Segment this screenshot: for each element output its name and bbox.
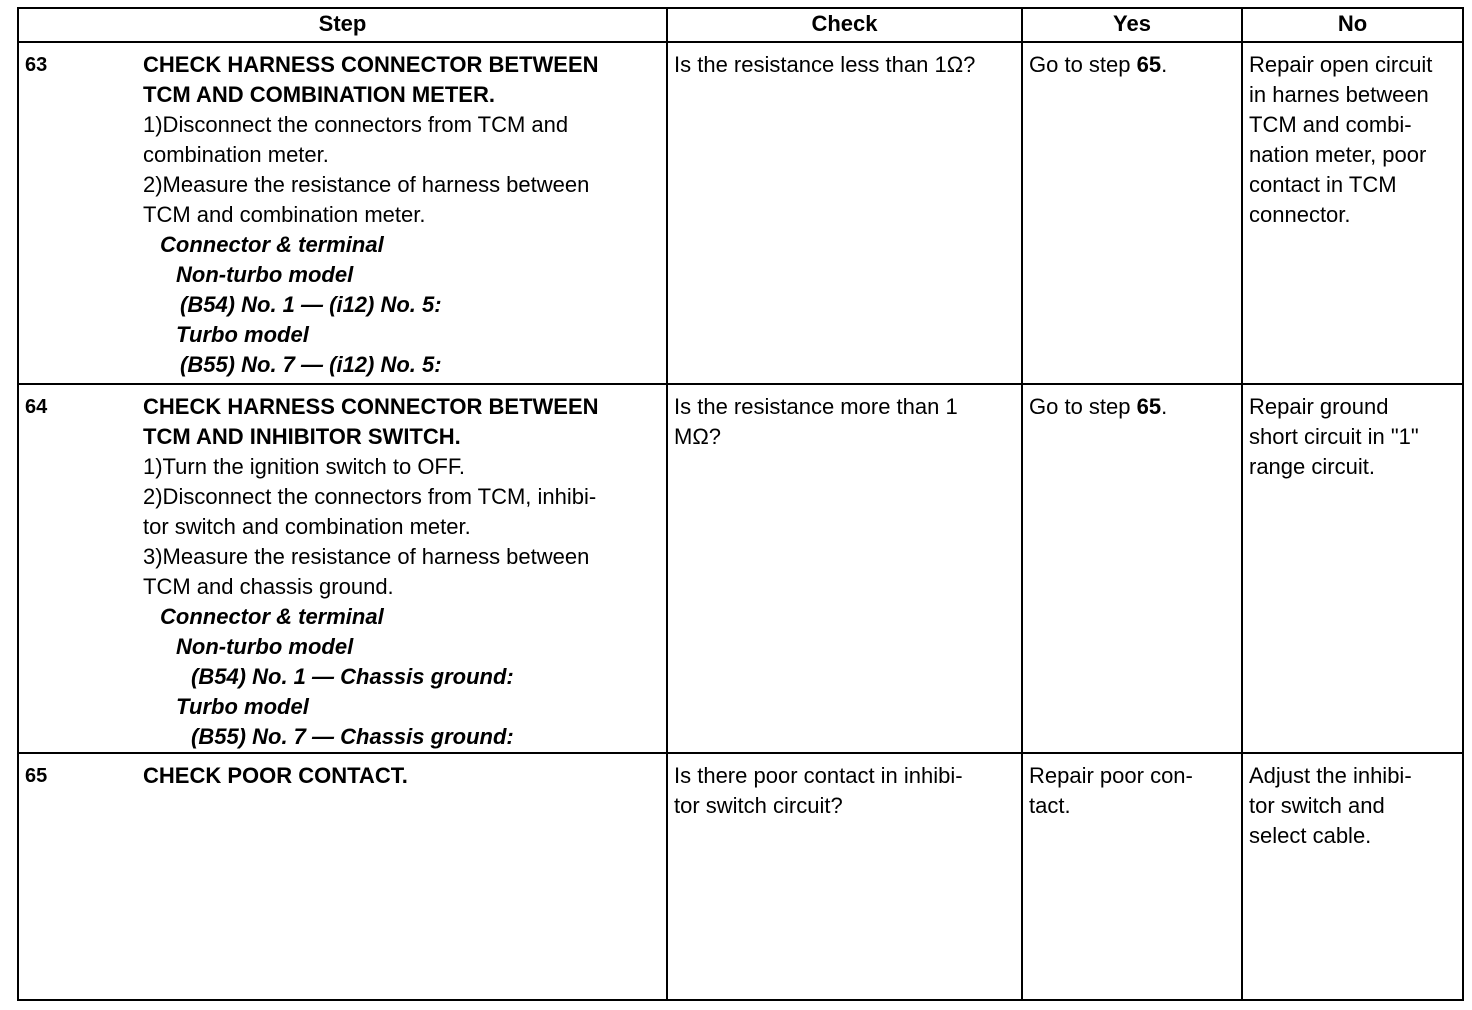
instruction-line: TCM and chassis ground. xyxy=(143,574,394,599)
instruction-line: 2)Measure the resistance of harness between xyxy=(143,172,590,197)
no-cell xyxy=(1242,753,1462,999)
step-number: 65 xyxy=(25,765,48,787)
table-row xyxy=(19,753,1462,999)
no-cell xyxy=(1242,384,1462,753)
check-text: Is the resistance less than 1Ω? xyxy=(674,52,976,77)
table-row xyxy=(19,42,1462,384)
yes-suffix: . xyxy=(1161,52,1168,77)
step-title-line: CHECK HARNESS CONNECTOR BETWEEN xyxy=(143,52,599,77)
non-turbo-heading: Non-turbo model xyxy=(176,262,354,287)
connector-heading: Connector & terminal xyxy=(160,232,384,257)
connector-heading: Connector & terminal xyxy=(160,604,384,629)
turbo-heading: Turbo model xyxy=(176,694,309,719)
check-cell xyxy=(667,42,1022,384)
instruction-line: TCM and combination meter. xyxy=(143,202,426,227)
step-title-line: TCM AND COMBINATION METER. xyxy=(143,82,495,107)
check-line: Is there poor contact in inhibi- xyxy=(674,763,963,788)
yes-line: tact. xyxy=(1029,793,1071,818)
no-line: Adjust the inhibi- xyxy=(1249,763,1412,788)
instruction-line: tor switch and combination meter. xyxy=(143,514,471,539)
no-line: in harnes between xyxy=(1249,82,1429,107)
no-line: tor switch and xyxy=(1249,793,1385,818)
table-row xyxy=(19,384,1462,753)
turbo-heading: Turbo model xyxy=(176,322,309,347)
no-line: range circuit. xyxy=(1249,454,1375,479)
step-cell xyxy=(19,753,667,999)
diagnostic-table-frame xyxy=(17,7,1464,1001)
yes-prefix: Go to step xyxy=(1029,52,1137,77)
no-line: nation meter, poor xyxy=(1249,142,1427,167)
step-cell xyxy=(19,42,667,384)
header-yes: Yes xyxy=(1022,9,1242,42)
instruction-line: 3)Measure the resistance of harness between xyxy=(143,544,590,569)
check-cell xyxy=(667,384,1022,753)
yes-step-ref: 65 xyxy=(1136,52,1162,77)
no-line: select cable. xyxy=(1249,823,1372,848)
non-turbo-terminal: (B54) No. 1 — (i12) No. 5: xyxy=(180,292,442,317)
check-cell xyxy=(667,753,1022,999)
step-number: 64 xyxy=(25,396,48,418)
header-step: Step xyxy=(19,9,667,42)
step-number: 63 xyxy=(25,54,48,76)
yes-step-ref: 65 xyxy=(1136,394,1162,419)
step-title-line: CHECK HARNESS CONNECTOR BETWEEN xyxy=(143,394,599,419)
no-line: Repair ground xyxy=(1249,394,1389,419)
yes-cell xyxy=(1022,384,1242,753)
step-title-line: TCM AND INHIBITOR SWITCH. xyxy=(143,424,461,449)
non-turbo-terminal: (B54) No. 1 — Chassis ground: xyxy=(191,664,514,689)
yes-cell xyxy=(1022,42,1242,384)
yes-cell xyxy=(1022,753,1242,999)
header-check: Check xyxy=(667,9,1022,42)
check-line: tor switch circuit? xyxy=(674,793,843,818)
instruction-line: combination meter. xyxy=(143,142,329,167)
turbo-terminal: (B55) No. 7 — (i12) No. 5: xyxy=(180,352,442,377)
no-line: contact in TCM xyxy=(1249,172,1397,197)
non-turbo-heading: Non-turbo model xyxy=(176,634,354,659)
turbo-terminal: (B55) No. 7 — Chassis ground: xyxy=(191,724,514,749)
no-line: short circuit in "1" xyxy=(1249,424,1419,449)
step-cell xyxy=(19,384,667,753)
check-line: Is the resistance more than 1 xyxy=(674,394,958,419)
instruction-line: 2)Disconnect the connectors from TCM, inhibi- xyxy=(143,484,597,509)
step-title-line: CHECK POOR CONTACT. xyxy=(143,763,408,788)
no-line: Repair open circuit xyxy=(1249,52,1433,77)
yes-line: Repair poor con- xyxy=(1029,763,1193,788)
no-cell xyxy=(1242,42,1462,384)
no-line: TCM and combi- xyxy=(1249,112,1412,137)
diagnostic-table xyxy=(19,9,1462,999)
yes-prefix: Go to step xyxy=(1029,394,1137,419)
instruction-line: 1)Disconnect the connectors from TCM and xyxy=(143,112,569,137)
header-row xyxy=(19,9,1462,42)
yes-suffix: . xyxy=(1161,394,1168,419)
check-line: MΩ? xyxy=(674,424,722,449)
no-line: connector. xyxy=(1249,202,1351,227)
instruction-line: 1)Turn the ignition switch to OFF. xyxy=(143,454,465,479)
header-no: No xyxy=(1242,9,1462,42)
